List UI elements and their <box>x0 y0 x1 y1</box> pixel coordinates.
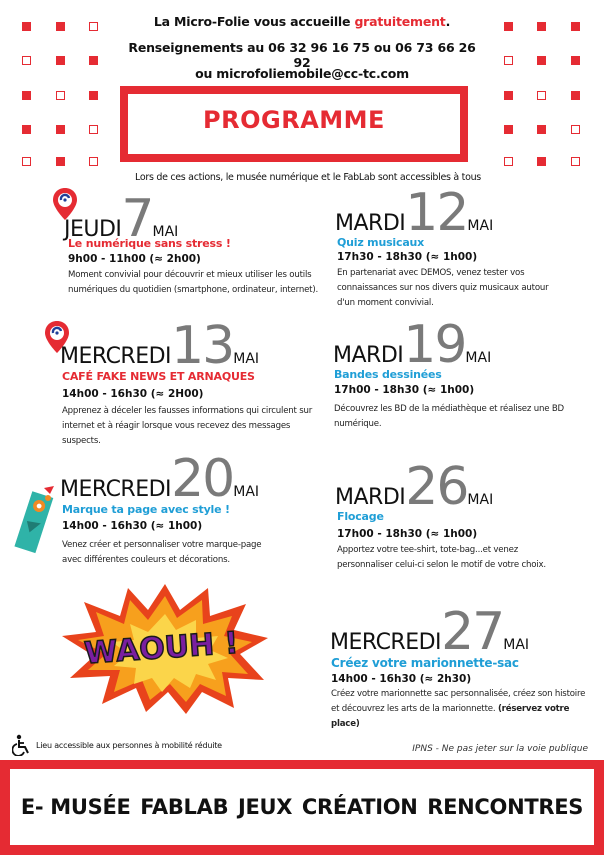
deco-square <box>537 91 546 100</box>
event-title: Bandes dessinées <box>334 368 442 381</box>
event-title: Créez votre marionnette-sac <box>331 656 519 670</box>
event-day-number: 19 <box>403 315 466 375</box>
deco-square <box>56 91 65 100</box>
event-day-name: MERCREDI <box>60 344 172 369</box>
event-day-number: 20 <box>171 449 234 509</box>
deco-square <box>22 157 31 166</box>
header-email: ou microfoliemobile@cc-tc.com <box>195 66 409 81</box>
deco-square <box>504 125 513 134</box>
deco-square <box>537 22 546 31</box>
event-day-name: MARDI <box>335 485 406 510</box>
event-description: Moment convivial pour découvrir et mieux utiliser les outils numériques du quotidien (smartphone, ordinateur, internet). <box>68 270 319 295</box>
event-title: Flocage <box>337 510 384 523</box>
event-time: 17h00 - 18h30 (≈ 1h00) <box>337 528 478 540</box>
event-time: 14h00 - 16h30 (≈ 1h00) <box>62 520 203 532</box>
event-time: 17h30 - 18h30 (≈ 1h00) <box>337 251 478 263</box>
deco-square <box>571 125 580 134</box>
bookmark-icon <box>14 484 60 554</box>
event-day-number: 27 <box>441 602 504 662</box>
deco-square <box>571 157 580 166</box>
programme-title: PROGRAMME <box>203 106 385 134</box>
event-day-name: MERCREDI <box>330 630 442 655</box>
deco-square <box>537 56 546 65</box>
event-description-text: Créez votre marionnette sac personnalisée, créez son histoire et découvrez les arts de la marionnette. <box>331 689 586 714</box>
event-month: MAI <box>233 351 260 367</box>
deco-square <box>22 91 31 100</box>
event-month: MAI <box>233 484 260 500</box>
footer-band <box>0 760 604 855</box>
event-time: 17h00 - 18h30 (≈ 1h00) <box>334 384 475 396</box>
event-day-name: MARDI <box>335 211 406 236</box>
event-description: En partenariat avec DEMOS, venez tester vos connaissances sur nos divers quiz musicaux autour d'un moment convivial. <box>337 268 549 308</box>
intro-text: Lors de ces actions, le musée numérique et le FabLab sont accessibles à tous <box>135 172 481 183</box>
event-month: MAI <box>467 218 494 234</box>
deco-square <box>89 22 98 31</box>
deco-square <box>504 157 513 166</box>
event-title: CAFÉ FAKE NEWS ET ARNAQUES <box>62 370 255 383</box>
ipns-notice: IPNS - Ne pas jeter sur la voie publique <box>412 744 588 754</box>
footer-item-rencontres: RENCONTRES <box>427 795 584 819</box>
event-month: MAI <box>152 224 179 240</box>
event-description: Apprenez à déceler les fausses informations qui circulent sur internet et à réagir lorsque vous recevez des messages suspects. <box>62 406 313 446</box>
event-day-name: JEUDI <box>64 217 122 242</box>
deco-square <box>89 125 98 134</box>
event-day-name: MERCREDI <box>60 477 172 502</box>
footer-keywords <box>10 769 594 845</box>
event-reservation-note: (réservez votre place) <box>331 704 570 729</box>
event-description <box>331 687 589 732</box>
deco-square <box>56 125 65 134</box>
deco-square <box>89 56 98 65</box>
footer-item-creation: CRÉATION <box>301 795 418 819</box>
event-month: MAI <box>503 637 530 653</box>
deco-square <box>56 157 65 166</box>
event-description: Découvrez les BD de la médiathèque et réalisez une BD numérique. <box>334 404 564 429</box>
deco-square <box>571 91 580 100</box>
accessibility-note <box>12 734 222 756</box>
event-day-number: 13 <box>171 316 234 376</box>
waouh-text: WAOUH ! <box>83 625 240 672</box>
header-welcome-highlight: gratuitement <box>354 14 446 29</box>
deco-square <box>22 125 31 134</box>
footer-item-e-musee: E- MUSÉE <box>20 795 131 819</box>
deco-square <box>571 22 580 31</box>
event-title: Marque ta page avec style ! <box>62 503 230 516</box>
event-month: MAI <box>465 350 492 366</box>
event-time: 14h00 - 16h30 (≈ 2h30) <box>331 673 472 685</box>
wheelchair-icon <box>12 734 32 756</box>
deco-square <box>537 157 546 166</box>
event-day-number: 26 <box>405 457 468 517</box>
footer-item-fablab: FABLAB <box>140 795 229 819</box>
programme-banner <box>120 86 468 162</box>
accessibility-text: Lieu accessible aux personnes à mobilité réduite <box>36 740 222 750</box>
deco-square <box>571 56 580 65</box>
deco-square <box>504 22 513 31</box>
header-welcome <box>118 14 486 29</box>
event-description: Venez créer et personnaliser votre marque-page avec différentes couleurs et décorations. <box>62 540 262 565</box>
event-title: Le numérique sans stress ! <box>68 237 231 250</box>
footer-item-jeux: JEUX <box>237 795 293 819</box>
deco-square <box>22 56 31 65</box>
event-day-name: MARDI <box>333 343 404 368</box>
comic-burst-icon <box>58 580 272 716</box>
event-description: Apportez votre tee-shirt, tote-bag...et venez personnaliser celui-ci selon le motif de votre choix. <box>337 545 546 570</box>
event-date <box>330 602 530 662</box>
deco-square <box>89 157 98 166</box>
deco-square <box>537 125 546 134</box>
event-title: Quiz musicaux <box>337 236 425 249</box>
header-phone: Renseignements au 06 32 96 16 75 ou 06 73 66 26 92 <box>128 40 476 70</box>
deco-square <box>89 91 98 100</box>
event-day-number: 7 <box>121 189 153 249</box>
event-time: 14h00 - 16h30 (≈ 2H00) <box>62 388 204 400</box>
deco-square <box>56 56 65 65</box>
event-date <box>60 449 260 509</box>
event-date <box>60 316 260 376</box>
deco-square <box>504 91 513 100</box>
event-month: MAI <box>467 492 494 508</box>
event-time: 9h00 - 11h00 (≈ 2h00) <box>68 253 201 265</box>
header-welcome-suffix: . <box>445 14 451 29</box>
deco-square <box>56 22 65 31</box>
event-day-number: 12 <box>405 183 468 243</box>
deco-square <box>504 56 513 65</box>
header-welcome-prefix: La Micro-Folie vous accueille <box>153 14 355 29</box>
deco-square <box>22 22 31 31</box>
